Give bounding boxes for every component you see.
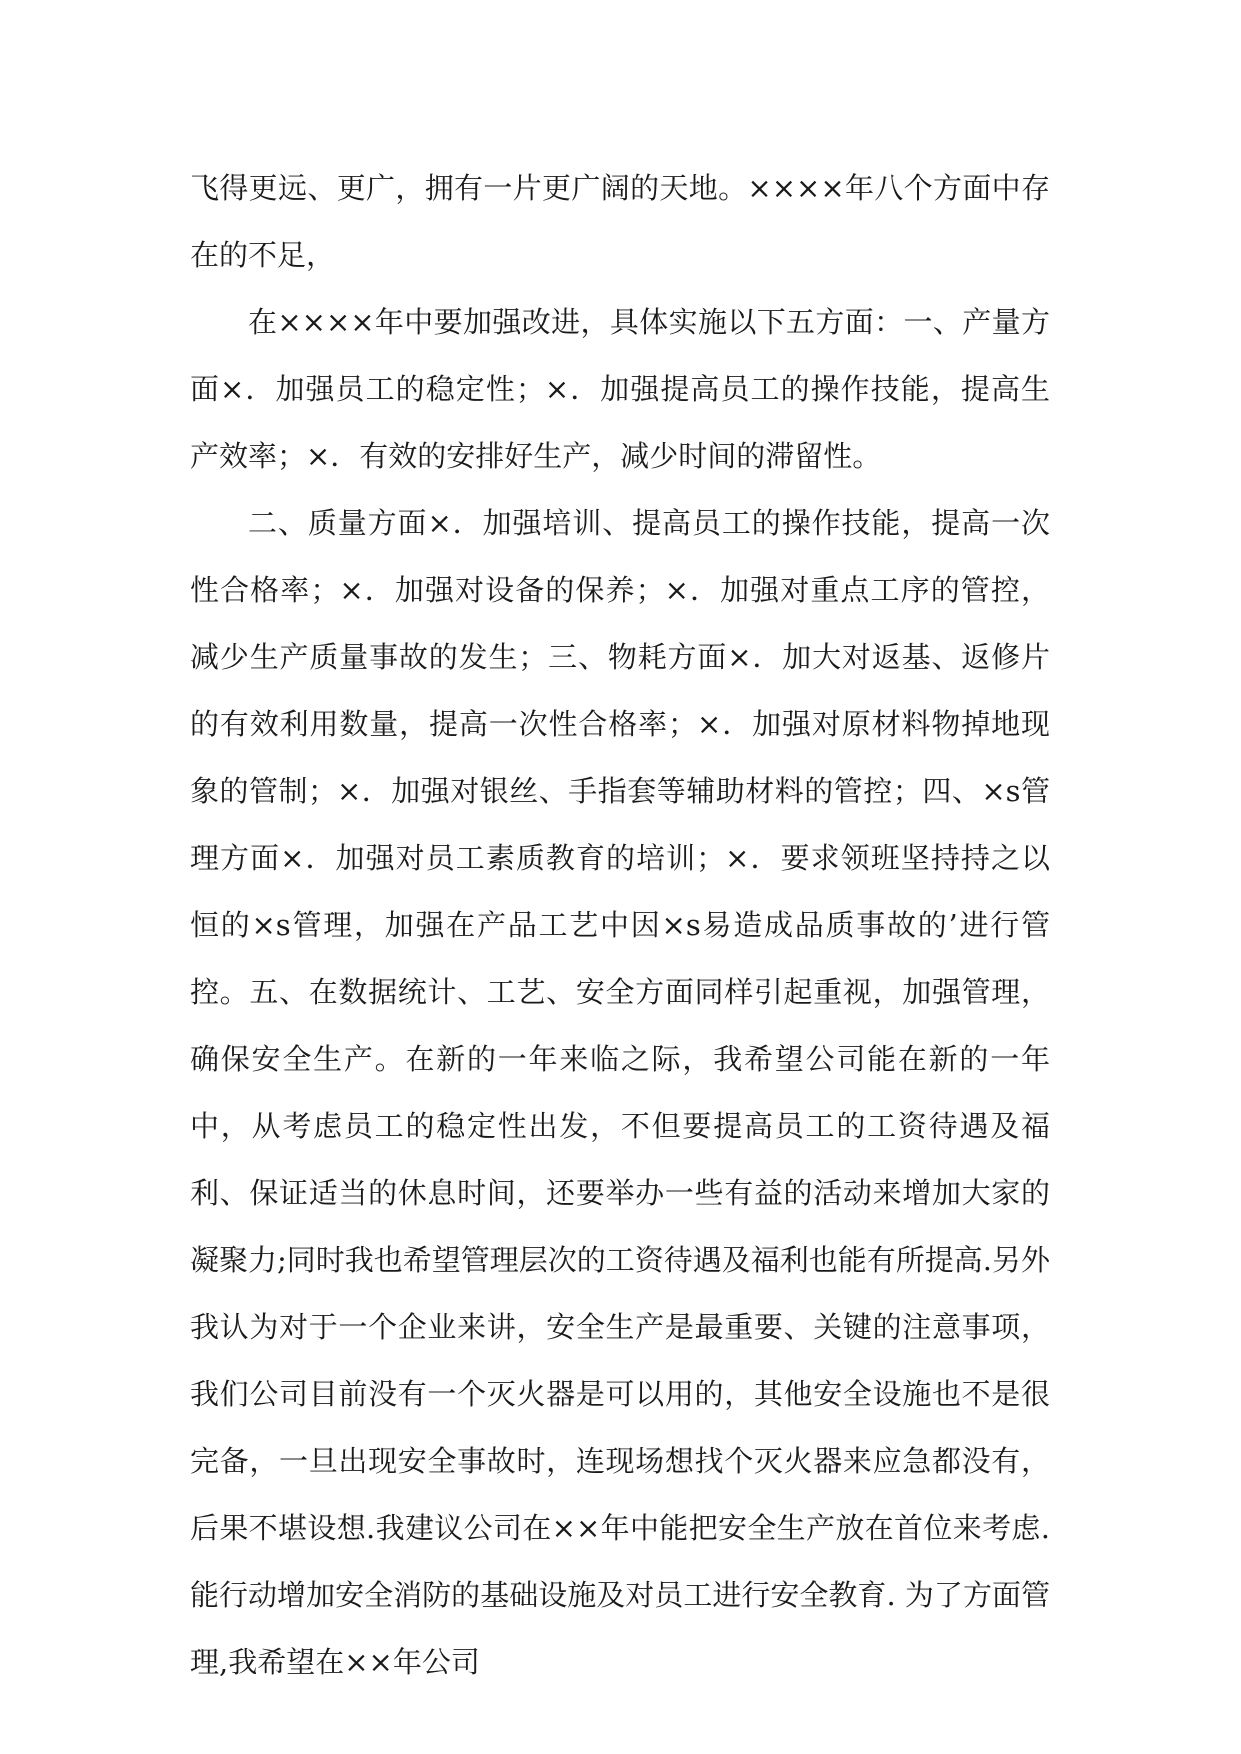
paragraph-1: 飞得更远、更广，拥有一片更广阔的天地。××××年八个方面中存在的不足， <box>190 171 1050 272</box>
paragraph-2: 在××××年中要加强改进，具体实施以下五方面：一、产量方面×．加强员工的稳定性；×．加强提高员工的操作技能，提高生产效率；×．有效的安排好生产，减少时间的滞留性。 <box>190 305 1050 473</box>
document-body <box>190 155 1050 1696</box>
paragraph-3: 二、质量方面×．加强培训、提高员工的操作技能，提高一次性合格率；×．加强对设备的保养；×．加强对重点工序的管控，减少生产质量事故的发生；三、物耗方面×．加大对返基、返修片的有效利用数量，提高一次性合格率；×．加强对原材料物掉地现象的管制；×．加强对银丝、手指套等辅助材料的管控；四、×s管理方面×．加强对员工素质教育的培训；×．要求领班坚持持之以恒的×s管理，加强在产品工艺中因×s易造成品质事故的’进行管控。五、在数据统计、工艺、安全方面同样引起重视，加强管理，确保安全生产。在新的一年来临之际，我希望公司能在新的一年中，从考虑员工的稳定性出发，不但要提高员工的工资待遇及福利、保证适当的休息时间，还要举办一些有益的活动来增加大家的凝聚力;同时我也希望管理层次的工资待遇及福利也能有所提高.另外我认为对于一个企业来讲，安全生产是最重要、关键的注意事项，我们公司目前没有一个灭火器是可以用的，其他安全设施也不是很完备，一旦出现安全事故时，连现场想找个灭火器来应急都没有，后果不堪设想.我建议公司在××年中能把安全生产放在首位来考虑.能行动增加安全消防的基础设施及对员工进行安全教育. 为了方面管理,我希望在××年公司 <box>190 506 1050 1679</box>
